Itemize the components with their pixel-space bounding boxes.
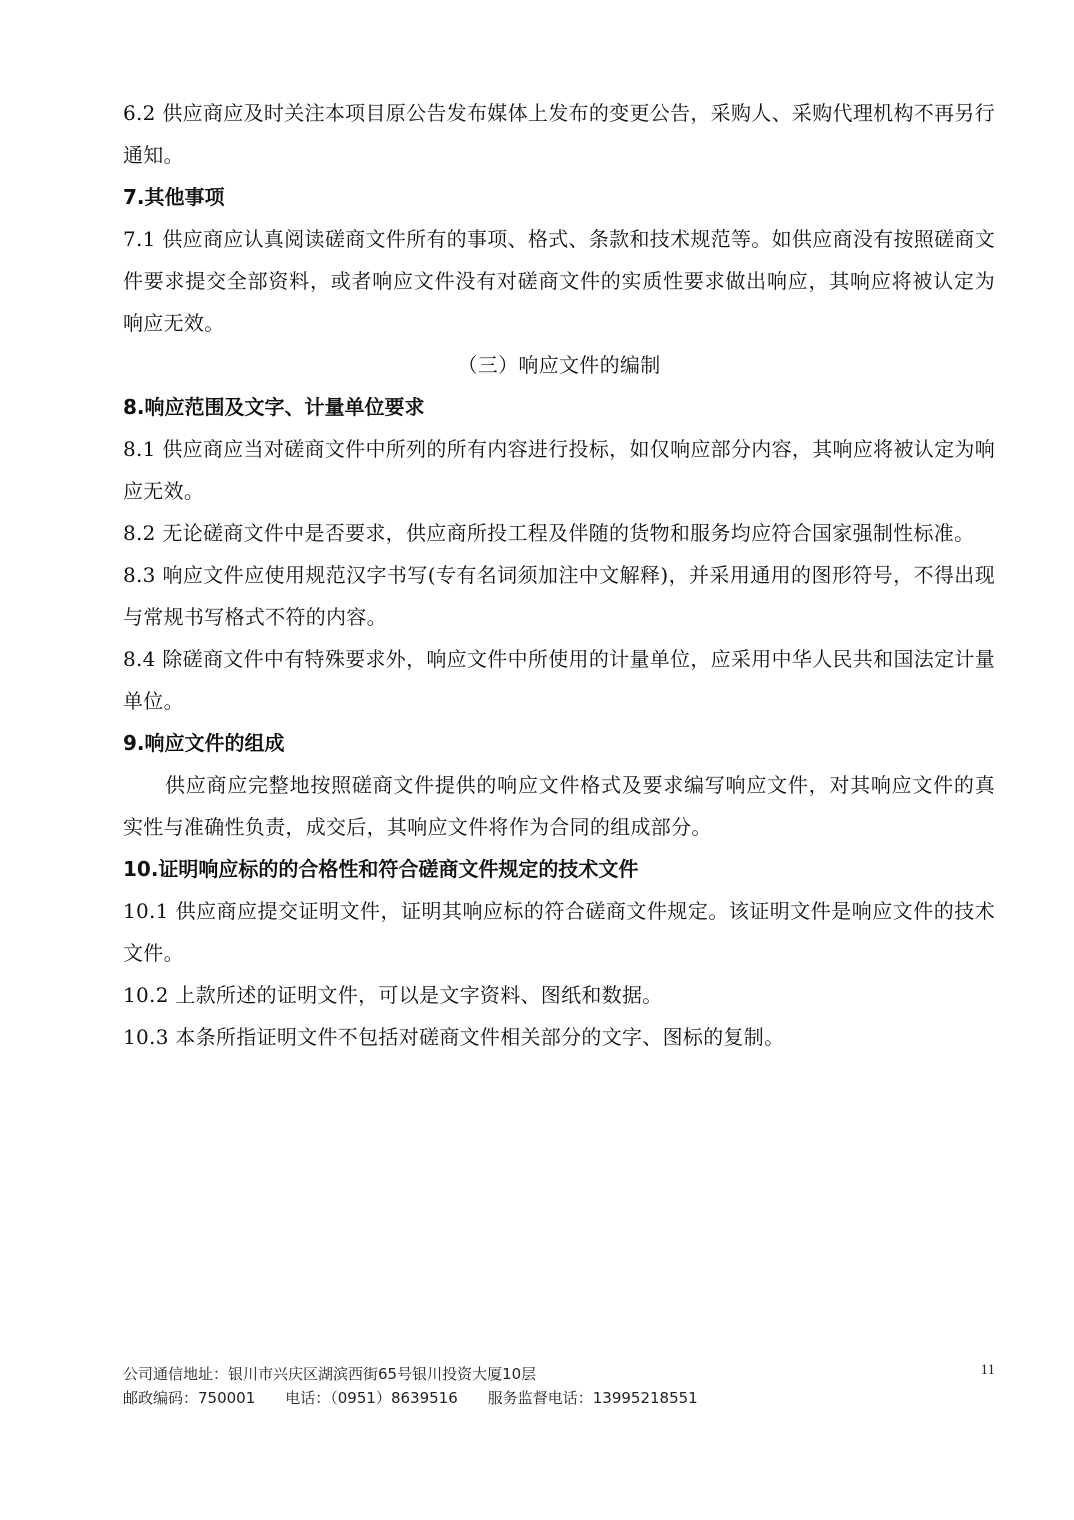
paragraph-10-3: 10.3 本条所指证明文件不包括对磋商文件相关部分的文字、图标的复制。: [123, 1025, 785, 1049]
footer-supervision-phone: 服务监督电话：13995218551: [487, 1389, 698, 1407]
paragraph-6-2: 6.2 供应商应及时关注本项目原公告发布媒体上发布的变更公告，采购人、采购代理机构不再另行通知。: [123, 101, 995, 167]
footer-address: 公司通信地址：银川市兴庆区湖滨西街65号银川投资大厦10层: [123, 1365, 537, 1383]
paragraph-10-2: 10.2 上款所述的证明文件，可以是文字资料、图纸和数据。: [123, 983, 663, 1007]
paragraph-7-1: 7.1 供应商应认真阅读磋商文件所有的事项、格式、条款和技术规范等。如供应商没有按照磋商文件要求提交全部资料，或者响应文件没有对磋商文件的实质性要求做出响应，其响应将被认定为响应无效。: [123, 227, 995, 335]
paragraph-8-3: 8.3 响应文件应使用规范汉字书写(专有名词须加注中文解释)，并采用通用的图形符号，不得出现与常规书写格式不符的内容。: [123, 563, 995, 629]
heading-7: 7.其他事项: [123, 185, 225, 209]
page-footer: [123, 1362, 995, 1410]
paragraph-8-4: 8.4 除磋商文件中有特殊要求外，响应文件中所使用的计量单位，应采用中华人民共和国法定计量单位。: [123, 647, 995, 713]
heading-9: 9.响应文件的组成: [123, 731, 285, 755]
paragraph-8-2: 8.2 无论磋商文件中是否要求，供应商所投工程及伴随的货物和服务均应符合国家强制性标准。: [123, 521, 975, 545]
section-title: （三）响应文件的编制: [457, 353, 661, 377]
footer-phone: 电话：（0951）8639516: [285, 1389, 458, 1407]
heading-8: 8.响应范围及文字、计量单位要求: [123, 395, 425, 419]
heading-10: 10.证明响应标的的合格性和符合磋商文件规定的技术文件: [123, 857, 639, 881]
footer-contact-line: [123, 1386, 995, 1410]
paragraph-10-1: 10.1 供应商应提交证明文件，证明其响应标的符合磋商文件规定。该证明文件是响应文件的技术文件。: [123, 899, 995, 965]
footer-postcode: 邮政编码：750001: [123, 1389, 256, 1407]
paragraph-8-1: 8.1 供应商应当对磋商文件中所列的所有内容进行投标，如仅响应部分内容，其响应将被认定为响应无效。: [123, 437, 995, 503]
page-number: 11: [980, 1362, 995, 1378]
paragraph-9: 供应商应完整地按照磋商文件提供的响应文件格式及要求编写响应文件，对其响应文件的真实性与准确性负责，成交后，其响应文件将作为合同的组成部分。: [123, 773, 995, 839]
page-body: [123, 92, 995, 1058]
